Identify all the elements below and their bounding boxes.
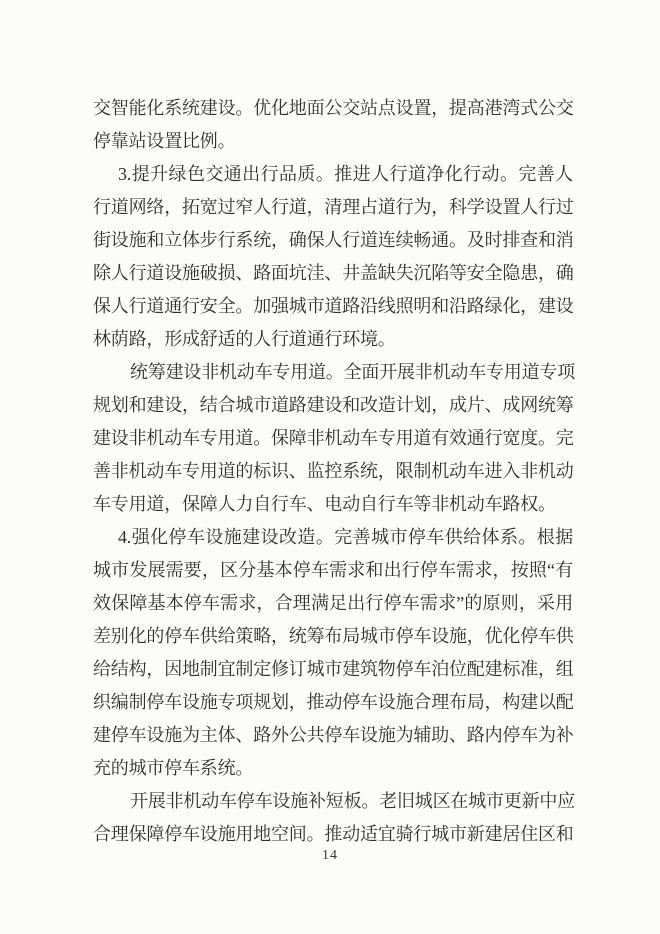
text-line: 效保障基本停车需求，合理满足出行停车需求”的原则，采用 (93, 593, 573, 613)
text-line: 建设非机动车专用道。保障非机动车专用道有效通行宽度。完 (93, 428, 574, 448)
text-line: 3.提升绿色交通出行品质。推进人行道净化行动。完善人 (118, 164, 573, 184)
text-line: 给结构，因地制宜制定修订城市建筑物停车泊位配建标准，组 (93, 659, 574, 679)
text-line: 统筹建设非机动车专用道。全面开展非机动车专用道专项 (130, 362, 575, 382)
text-line: 充的城市停车系统。 (93, 758, 254, 778)
text-line: 车专用道，保障人力自行车、电动自行车等非机动车路权。 (93, 494, 556, 514)
text-line: 林荫路，形成舒适的人行道通行环境。 (93, 329, 396, 349)
text-line: 行道网络，拓宽过窄人行道，清理占道行为，科学设置人行过 (93, 197, 574, 217)
text-line: 城市发展需要，区分基本停车需求和出行停车需求，按照“有 (93, 560, 573, 580)
page-number: 14 (322, 848, 338, 863)
text-line: 停靠站设置比例。 (93, 131, 236, 151)
text-line: 除人行道设施破损、路面坑洼、井盖缺失沉陷等安全隐患，确 (93, 263, 574, 283)
text-line: 4.强化停车设施建设改造。完善城市停车供给体系。根据 (118, 527, 573, 547)
text-line: 善非机动车专用道的标识、监控系统，限制机动车进入非机动 (93, 461, 574, 481)
text-line: 建停车设施为主体、路外公共停车设施为辅助、路内停车为补 (93, 725, 574, 745)
text-block (93, 92, 573, 851)
text-line: 差别化的停车供给策略，统筹布局城市停车设施，优化停车供 (93, 626, 574, 646)
text-line: 街设施和立体步行系统，确保人行道连续畅通。及时排查和消 (93, 230, 574, 250)
text-line: 合理保障停车设施用地空间。推动适宜骑行城市新建居住区和 (93, 824, 574, 844)
text-line: 交智能化系统建设。优化地面公交站点设置，提高港湾式公交 (93, 98, 574, 118)
text-line: 保人行道通行安全。加强城市道路沿线照明和沿路绿化，建设 (93, 296, 574, 316)
text-line: 织编制停车设施专项规划，推动停车设施合理布局，构建以配 (93, 692, 574, 712)
text-line: 规划和建设，结合城市道路建设和改造计划，成片、成网统筹 (93, 395, 574, 415)
text-line: 开展非机动车停车设施补短板。老旧城区在城市更新中应 (130, 791, 575, 811)
